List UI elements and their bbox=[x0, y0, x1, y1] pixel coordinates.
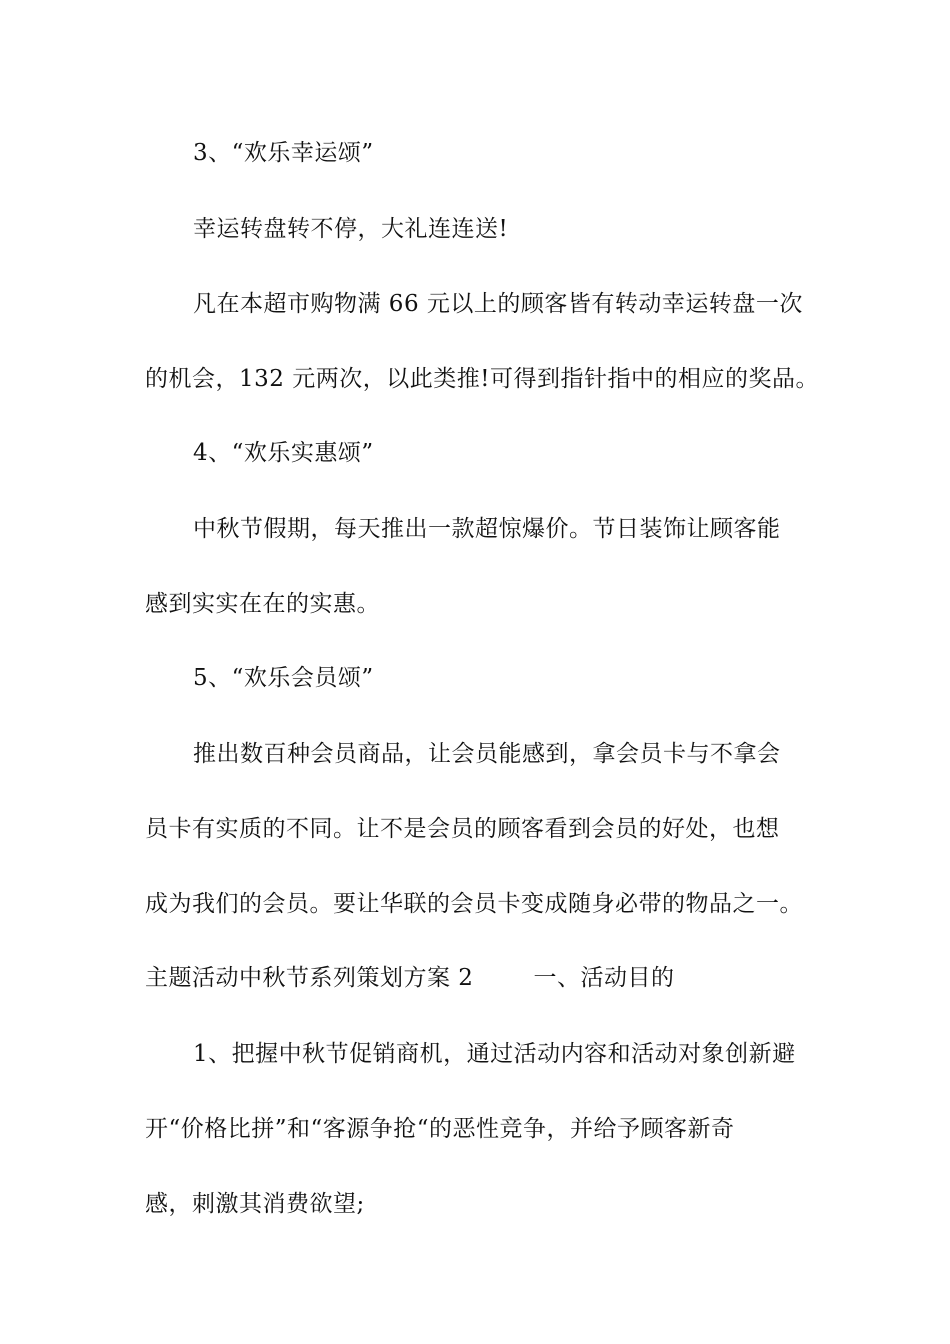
section-heading-purpose: 一、活动目的 bbox=[533, 965, 675, 991]
paragraph-line: 幸运转盘转不停，大礼连连送! bbox=[193, 216, 509, 242]
paragraph-line: 成为我们的会员。要让华联的会员卡变成随身必带的物品之一。 bbox=[145, 891, 803, 917]
plan-title: 主题活动中秋节系列策划方案 2 bbox=[145, 965, 474, 991]
paragraph-line: 中秋节假期，每天推出一款超惊爆价。节日装饰让顾客能 bbox=[193, 516, 781, 542]
section-heading-lucky: 3、“欢乐幸运颂” bbox=[193, 140, 374, 166]
section-heading-member: 5、“欢乐会员颂” bbox=[193, 665, 374, 691]
paragraph-line: 感到实实在在的实惠。 bbox=[145, 591, 380, 617]
paragraph-line: 凡在本超市购物满 66 元以上的顾客皆有转动幸运转盘一次 bbox=[193, 291, 803, 317]
paragraph-line: 开“价格比拼”和“客源争抢“的恶性竞争，并给予顾客新奇 bbox=[145, 1116, 735, 1142]
paragraph-line: 推出数百种会员商品，让会员能感到，拿会员卡与不拿会 bbox=[193, 741, 781, 767]
paragraph-line: 员卡有实质的不同。让不是会员的顾客看到会员的好处，也想 bbox=[145, 816, 780, 842]
paragraph-line: 1、把握中秋节促销商机，通过活动内容和活动对象创新避 bbox=[193, 1041, 796, 1067]
section-heading-value: 4、“欢乐实惠颂” bbox=[193, 440, 374, 466]
plan-title-line bbox=[145, 963, 674, 993]
paragraph-line: 的机会，132 元两次，以此类推!可得到指针指中的相应的奖品。 bbox=[145, 366, 819, 392]
paragraph-line: 感，刺激其消费欲望; bbox=[145, 1191, 365, 1217]
